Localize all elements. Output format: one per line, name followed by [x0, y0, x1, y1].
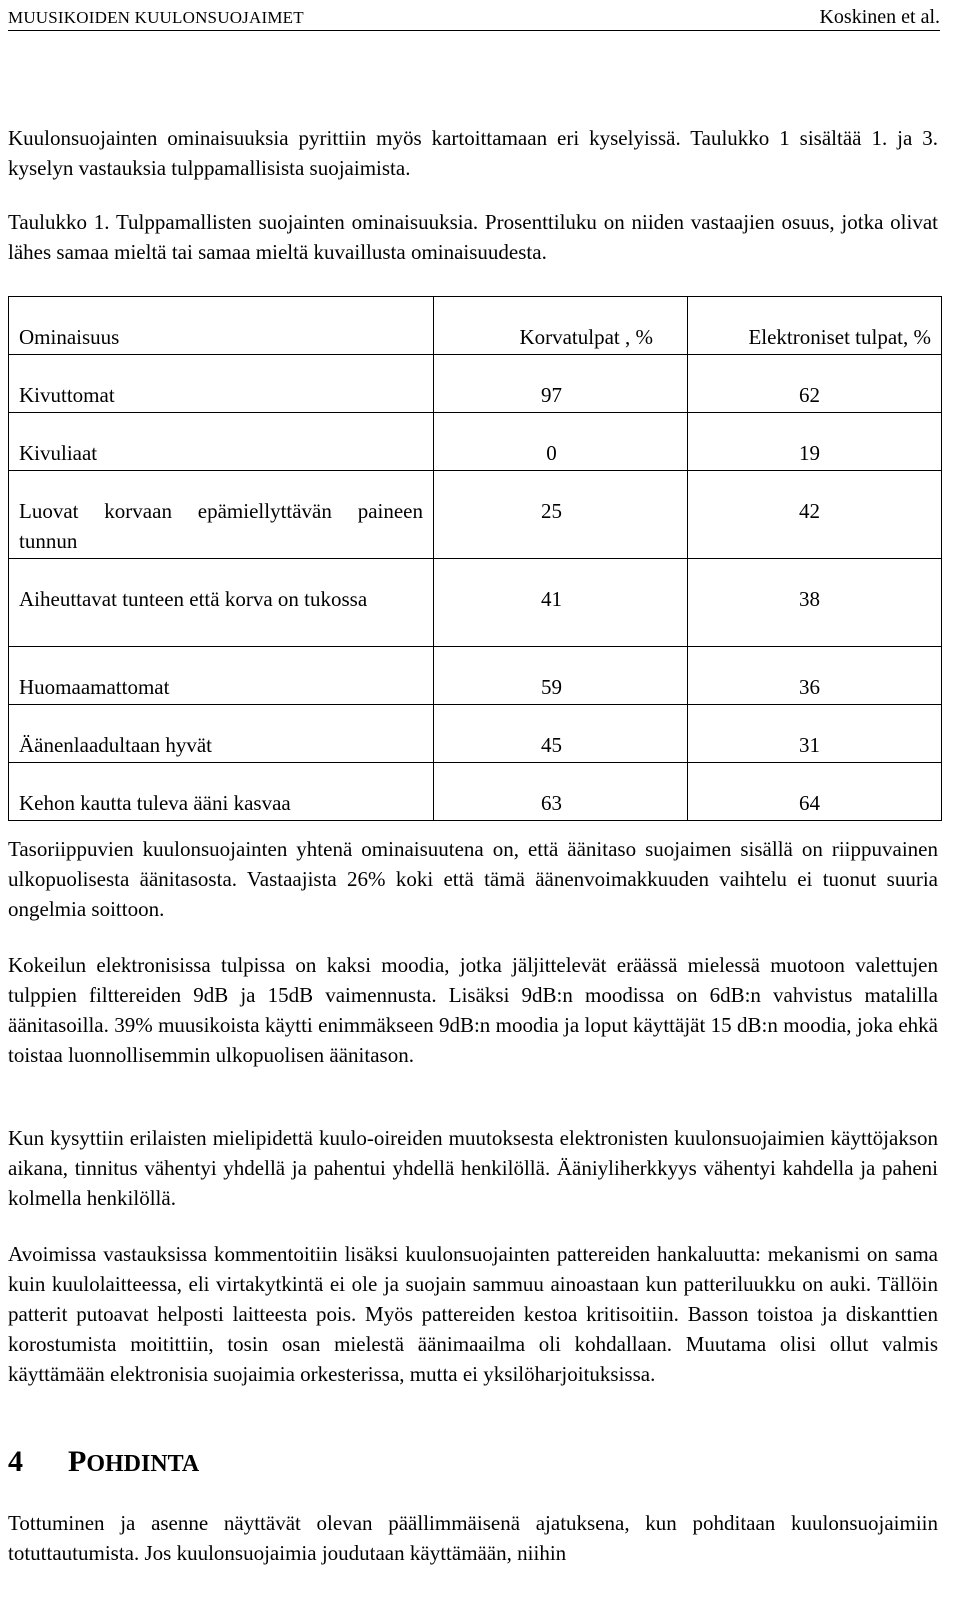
data-table: [8, 296, 942, 821]
value-elektroniset: 42: [799, 499, 820, 523]
value-elektroniset: 36: [799, 675, 820, 699]
body-paragraph: Kokeilun elektronisissa tulpissa on kaksi moodia, jotka jäljittelevät eräässä mielessä muotoon valettujen tulppien filttereiden 9dB ja 15dB vaimennusta. Lisäksi 9dB:n moodissa on 6dB:n vahvistus matalilla äänitasoilla. 39% muusikoista käytti enimmäkseen 9dB:n moodia ja loput käyttäjät 15 dB:n moodia, joka ehkä toistaa luonnollisemmin ulkopuolisen äänitason.: [8, 953, 938, 1067]
value-elektroniset: 19: [799, 441, 820, 465]
closing-paragraph: Tottuminen ja asenne näyttävät olevan päällimmäisenä ajatuksena, kun pohditaan kuulonsuojaimiin totuttautumista. Jos kuulonsuojaimia joudutaan käyttämään, niihin: [8, 1511, 938, 1565]
table-row: [9, 413, 942, 471]
value-korvatulpat: 25: [541, 499, 562, 523]
section-title-rest: OHDINTA: [86, 1451, 200, 1477]
table-header-cell: Korvatulpat , %: [519, 325, 653, 349]
row-label: Luovat korvaan epämiellyttävän paineen tunnun: [19, 499, 423, 553]
row-label: Huomaamattomat: [19, 675, 170, 699]
header-title: MUUSIKOIDEN KUULONSUOJAIMET: [8, 8, 304, 27]
value-korvatulpat: 97: [541, 383, 562, 407]
table-caption: Taulukko 1. Tulppamallisten suojainten ominaisuuksia. Prosenttiluku on niiden vastaajien osuus, jotka olivat lähes samaa mieltä tai samaa mieltä kuvaillusta ominaisuudesta.: [8, 210, 938, 264]
value-korvatulpat: 41: [541, 587, 562, 611]
table-row: [9, 647, 942, 705]
table-header-cell: Elektroniset tulpat, %: [748, 325, 931, 349]
value-korvatulpat: 0: [546, 441, 557, 465]
value-korvatulpat: 45: [541, 733, 562, 757]
value-elektroniset: 38: [799, 587, 820, 611]
value-korvatulpat: 63: [541, 791, 562, 815]
section-heading: [8, 1444, 199, 1482]
row-label: Aiheuttavat tunteen että korva on tukossa: [19, 587, 368, 611]
value-elektroniset: 31: [799, 733, 820, 757]
body-paragraph: Kun kysyttiin erilaisten mielipidettä kuulo-oireiden muutoksesta elektronisten kuulonsuojaimien käyttöjakson aikana, tinnitus vähentyi yhdellä ja pahentui yhdellä henkilöllä. Ääniyliherkkyys vähentyi kahdella ja paheni kolmella henkilöllä.: [8, 1126, 938, 1210]
row-label: Kehon kautta tuleva ääni kasvaa: [19, 791, 291, 815]
value-korvatulpat: 59: [541, 675, 562, 699]
row-label: Äänenlaadultaan hyvät: [19, 733, 212, 757]
header-authors: Koskinen et al.: [819, 6, 940, 28]
body-paragraph: Avoimissa vastauksissa kommentoitiin lisäksi kuulonsuojainten pattereiden hankaluutta: mekanismi on sama kuin kuulolaitteessa, eli virtakytkintä ei ole ja suojain sammuu ainoastaan kun patteriluukku on auki. Tällöin patterit putoavat helposti laitteesta pois. Myös pattereiden kestoa kritisoitiin. Basson toistoa ja diskanttien korostumista moitittiin, tosin osan mielestä äänimaailma oli kohdallaan. Muutama olisi ollut valmis käyttämään elektronisia suojaimia orkesterissa, mutta ei yksilöharjoituksissa.: [8, 1242, 938, 1386]
section-number: 4: [8, 1445, 23, 1478]
body-paragraph: Tasoriippuvien kuulonsuojainten yhtenä ominaisuutena on, että äänitaso suojaimen sisällä on riippuvainen ulkopuolisesta äänitasosta. Vastaajista 26% koki että tämä äänenvoimakkuuden vaihtelu ei tuonut suuria ongelmia soittoon.: [8, 837, 938, 921]
table-row: [9, 355, 942, 413]
table-row: [9, 471, 942, 559]
intro-paragraph: Kuulonsuojainten ominaisuuksia pyrittiin myös kartoittamaan eri kyselyissä. Taulukko 1 sisältää 1. ja 3. kyselyn vastauksia tulppamallisista suojaimista.: [8, 126, 938, 180]
running-header: [8, 4, 940, 30]
table-row: [9, 559, 942, 647]
row-label: Kivuliaat: [19, 441, 98, 465]
row-label: Kivuttomat: [19, 383, 115, 407]
table-row: [9, 763, 942, 821]
section-title-initial: P: [68, 1445, 87, 1478]
table-row: [9, 705, 942, 763]
value-elektroniset: 62: [799, 383, 820, 407]
value-elektroniset: 64: [799, 791, 820, 815]
header-rule: [8, 30, 940, 31]
table-header-row: [9, 297, 942, 355]
table-header-cell: Ominaisuus: [19, 325, 120, 349]
